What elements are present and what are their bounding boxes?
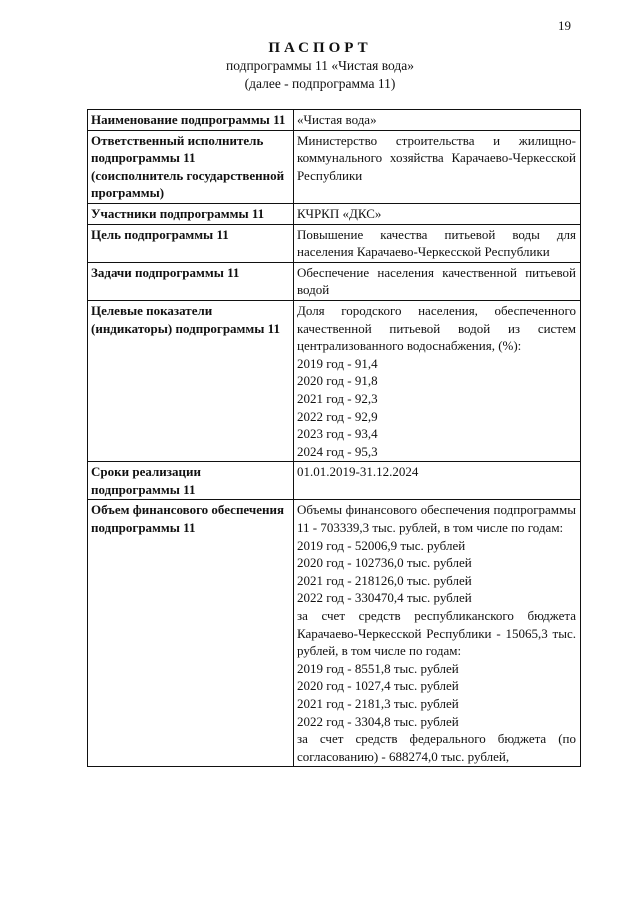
passport-row [88, 203, 581, 224]
passport-row [88, 500, 581, 767]
row-value-line: 2022 год - 92,9 [297, 408, 378, 424]
row-value-line: Повышение качества питьевой воды для населения Карачаево-Черкесской Республики [297, 226, 576, 260]
row-value-line: 2023 год - 93,4 [297, 426, 378, 442]
document-title: ПАСПОРТ [268, 40, 372, 56]
document-subtitle-note: (далее - подпрограмма 11) [244, 76, 396, 91]
passport-row [88, 130, 581, 203]
row-label: Участники подпрограммы 11 [88, 203, 294, 224]
row-value-line: 2022 год - 3304,8 тыс. рублей [297, 713, 459, 729]
row-value-line: «Чистая вода» [297, 112, 377, 127]
row-value [294, 130, 581, 203]
row-value-line: Министерство строительства и жилищно-коммунального хозяйства Карачаево-Черкесской Республики [297, 132, 576, 183]
row-value [294, 300, 581, 461]
passport-table-body [88, 110, 581, 767]
row-value [294, 203, 581, 224]
row-value-line: 2022 год - 330470,4 тыс. рублей [297, 590, 472, 606]
row-value-line: 2020 год - 102736,0 тыс. рублей [297, 555, 472, 571]
row-label: Объем финансового обеспечения подпрограммы 11 [88, 500, 294, 767]
row-label: Сроки реализации подпрограммы 11 [88, 462, 294, 500]
row-label: Ответственный исполнитель подпрограммы 11 (соисполнитель государственной программы) [88, 130, 294, 203]
row-value-line: КЧРКП «ДКС» [297, 205, 382, 221]
row-value-line: 2024 год - 95,3 [297, 443, 378, 459]
row-value-line: 2019 год - 52006,9 тыс. рублей [297, 537, 466, 553]
passport-table [87, 109, 581, 767]
page-number: 19 [558, 18, 571, 33]
row-label: Наименование подпрограммы 11 [88, 110, 294, 131]
row-value-line: Объемы финансового обеспечения подпрограммы 11 - 703339,3 тыс. рублей, в том числе по годам: [297, 502, 576, 536]
passport-row [88, 262, 581, 300]
passport-row [88, 300, 581, 461]
passport-row [88, 224, 581, 262]
passport-row [88, 462, 581, 500]
row-value-line: Доля городского населения, обеспеченного качественной питьевой водой из систем централизованного водоснабжения, (%): [297, 302, 576, 354]
row-value [294, 262, 581, 300]
row-value [294, 224, 581, 262]
row-value [294, 500, 581, 767]
row-label: Задачи подпрограммы 11 [88, 262, 294, 300]
row-value-line: 2021 год - 218126,0 тыс. рублей [297, 572, 472, 588]
row-value-line: 2021 год - 92,3 [297, 390, 378, 406]
row-value-line: 2019 год - 91,4 [297, 355, 378, 371]
row-value-line: 01.01.2019-31.12.2024 [297, 464, 419, 480]
row-value-line: 2021 год - 2181,3 тыс. рублей [297, 696, 459, 711]
row-value-line: за счет средств республиканского бюджета Карачаево-Черкесской Республики - 15065,3 тыс. рублей, в том числе по годам: [297, 608, 576, 659]
row-value-line: 2020 год - 1027,4 тыс. рублей [297, 678, 459, 694]
row-value [294, 462, 581, 500]
row-value-line: 2019 год - 8551,8 тыс. рублей [297, 660, 459, 676]
row-label: Целевые показатели (индикаторы) подпрограммы 11 [88, 300, 294, 461]
row-value-line: Обеспечение населения качественной питьевой водой [297, 264, 576, 298]
row-label: Цель подпрограммы 11 [88, 224, 294, 262]
row-value-line: за счет средств федерального бюджета (по согласованию) - 688274,0 тыс. рублей, [297, 731, 576, 764]
row-value [294, 110, 581, 131]
document-subtitle: подпрограммы 11 «Чистая вода» [226, 58, 414, 73]
passport-row [88, 110, 581, 131]
row-value-line: 2020 год - 91,8 [297, 373, 378, 389]
